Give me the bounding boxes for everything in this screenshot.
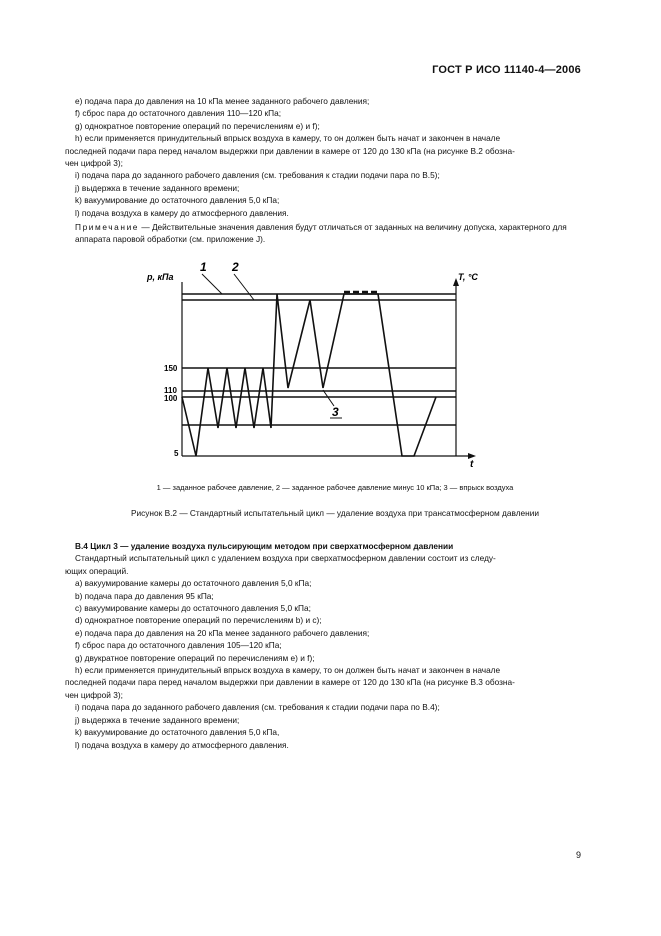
list-item: a) вакуумирование камеры до остаточного давления 5,0 кПа; bbox=[75, 578, 312, 589]
standard-header: ГОСТ Р ИСО 11140-4—2006 bbox=[432, 64, 581, 76]
callout-3: 3 bbox=[332, 405, 339, 419]
pressure-cycle-figure bbox=[130, 260, 500, 470]
list-item: d) однократное повторение операций по перечислениям b) и с); bbox=[75, 615, 322, 626]
list-item-continuation: последней подачи пара перед началом выдержки при давлении в камере от 120 до 130 кПа (на рисунке В.2 обозна- bbox=[65, 145, 515, 156]
tick-100: 100 bbox=[164, 394, 178, 403]
pressure-trace bbox=[182, 294, 436, 456]
tick-110: 110 bbox=[164, 386, 177, 395]
list-item-continuation: чен цифрой 3); bbox=[65, 689, 123, 700]
section-intro: Стандартный испытательный цикл с удалением воздуха при сверхатмосферном давлении состоит из следу- bbox=[75, 553, 496, 564]
list-item: h) если применяется принудительный впрыск воздуха в камеру, то он должен быть начат и закончен в начале bbox=[75, 665, 501, 676]
list-item-continuation: чен цифрой 3); bbox=[65, 158, 123, 169]
page-number: 9 bbox=[575, 850, 581, 860]
section-intro-continuation: ющих операций. bbox=[65, 565, 129, 576]
note-label: Примечание bbox=[75, 222, 140, 232]
tick-150: 150 bbox=[164, 364, 178, 373]
figure-legend: 1 — заданное рабочее давление, 2 — заданное рабочее давление минус 10 кПа; 3 — впрыск воздуха bbox=[156, 483, 514, 492]
procedure-list-b3 bbox=[65, 95, 585, 219]
tick-5: 5 bbox=[174, 449, 179, 458]
section-b4 bbox=[65, 540, 585, 751]
list-item: k) вакуумирование до остаточного давления 5,0 кПа; bbox=[75, 195, 280, 206]
list-item: f) сброс пара до остаточного давления 105—120 кПа; bbox=[75, 640, 282, 651]
list-item: e) подача пара до давления на 20 кПа менее заданного рабочего давления; bbox=[75, 627, 370, 638]
x-axis-label: t bbox=[470, 459, 474, 470]
list-item: l) подача воздуха в камеру до атмосферного давления. bbox=[75, 207, 289, 218]
callout-1: 1 bbox=[200, 260, 207, 274]
list-item: e) подача пара до давления на 10 кПа менее заданного рабочего давления; bbox=[75, 96, 370, 106]
list-item: b) подача пара до давления 95 кПа; bbox=[75, 590, 214, 601]
list-item: g) двукратное повторение операций по перечислениям е) и f); bbox=[75, 652, 315, 663]
list-item: j) выдержка в течение заданного времени; bbox=[75, 182, 240, 193]
note-paragraph bbox=[75, 221, 580, 246]
list-item: h) если применяется принудительный впрыск воздуха в камеру, то он должен быть начат и закончен в начале bbox=[75, 133, 501, 144]
list-item: j) выдержка в течение заданного времени; bbox=[75, 714, 240, 725]
list-item: g) однократное повторение операций по перечислениям е) и f); bbox=[75, 120, 320, 131]
list-item: l) подача воздуха в камеру до атмосферного давления. bbox=[75, 739, 289, 750]
section-heading: В.4 Цикл 3 — удаление воздуха пульсирующим методом при сверхатмосферном давлении bbox=[75, 541, 454, 551]
callout-2: 2 bbox=[232, 260, 239, 274]
list-item-continuation: последней подачи пара перед началом выдержки при давлении в камере от 120 до 130 кПа (на рисунке В.3 обозна- bbox=[65, 677, 515, 688]
list-item: k) вакуумирование до остаточного давления 5,0 кПа, bbox=[75, 727, 280, 738]
callout-2-leader bbox=[234, 274, 254, 300]
list-item: i) подача пара до заданного рабочего давления (см. требования к стадии подачи пара по В.5); bbox=[75, 170, 440, 181]
figure-caption: Рисунок В.2 — Стандартный испытательный цикл — удаление воздуха при трансатмосферном давлении bbox=[130, 508, 540, 518]
y-axis-label: p, кПа bbox=[147, 272, 174, 282]
y2-axis-label: T, °C bbox=[458, 272, 478, 282]
list-item: i) подача пара до заданного рабочего давления (см. требования к стадии подачи пара по В.4); bbox=[75, 702, 440, 713]
note-text: — Действительные значения давления будут отличаться от заданных на величину допуска, характерного для аппарата паровой обработки (см. приложение J). bbox=[75, 222, 567, 245]
callout-3-leader bbox=[323, 390, 334, 406]
list-item: c) вакуумирование камеры до остаточного давления 5,0 кПа; bbox=[75, 603, 311, 614]
callout-1-leader bbox=[202, 274, 222, 294]
list-item: f) сброс пара до остаточного давления 110—120 кПа; bbox=[75, 108, 282, 119]
